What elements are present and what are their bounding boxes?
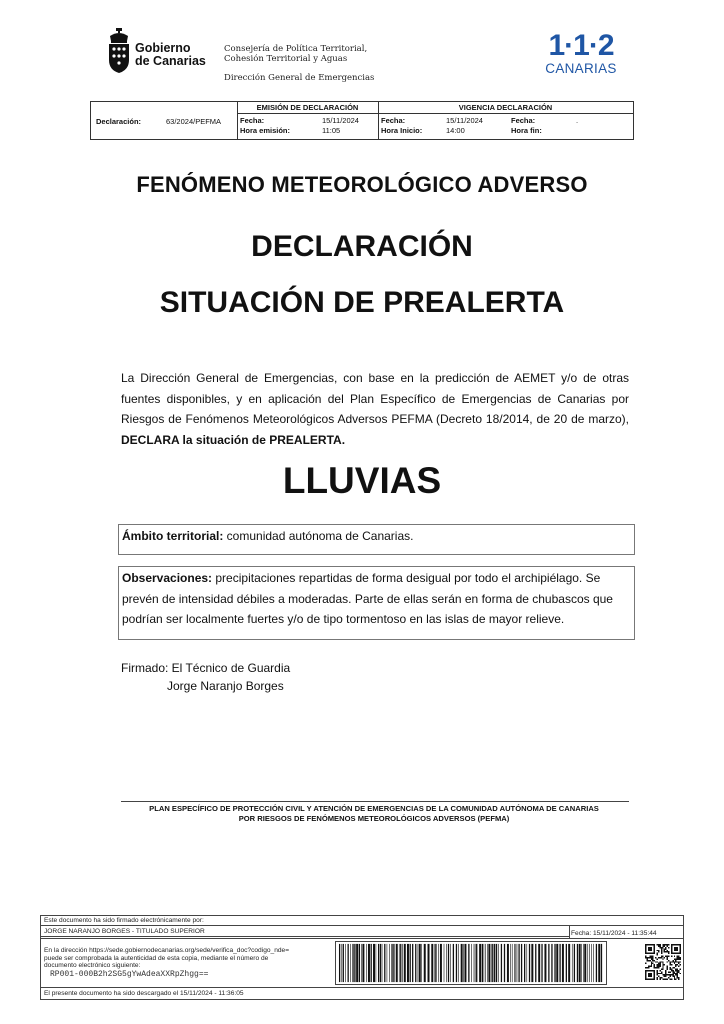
coat-of-arms-icon xyxy=(107,28,131,74)
emision-hora-value: 11:05 xyxy=(322,126,341,135)
fenomeno-title: FENÓMENO METEOROLÓGICO ADVERSO xyxy=(136,172,588,197)
phenomenon-title: LLUVIAS xyxy=(282,460,442,501)
firma-line: Firmado: El Técnico de Guardia xyxy=(121,661,291,675)
vigencia-fecha-label: Fecha: xyxy=(381,116,406,125)
plan-line2: POR RIESGOS DE FENÓMENOS METEOROLÓGICOS ADVERSOS (PEFMA) xyxy=(238,814,510,823)
direccion-general: Dirección General de Emergencias xyxy=(224,73,375,83)
intro-bold: DECLARA la situación de PREALERTA. xyxy=(121,432,346,447)
plan-line1: PLAN ESPECÍFICO DE PROTECCIÓN CIVIL Y ATENCIÓN DE EMERGENCIAS DE LA COMUNIDAD AUTÓNOMA DE CANARIAS xyxy=(149,804,599,813)
descargado: El presente documento ha sido descargado el 15/11/2024 - 11:36:05 xyxy=(44,990,244,997)
gobierno-line2: de Canarias xyxy=(135,54,206,68)
codigo-documento: RP001-000B2h2SG5gYwAdeaXXRpZhgg== xyxy=(50,970,209,979)
declaracion-title: DECLARACIÓN xyxy=(251,230,473,263)
firmado-por: Este documento ha sido firmado electrónicamente por: xyxy=(44,917,204,924)
consejeria-line2: Cohesión Territorial y Aguas xyxy=(224,54,348,64)
barcode-icon xyxy=(335,941,607,985)
intro-paragraph xyxy=(121,368,629,450)
intro-text: La Dirección General de Emergencias, con base en la predicción de AEMET y/o de otras fuentes disponibles, y en aplicación del Plan Específico de Emergencias de Canarias por Riesgos de Fenómenos Meteorológicos Adversos PEFMA (Decreto 18/2014, de 20 de marzo), xyxy=(121,371,629,426)
logo-112-number: 1·1·2 xyxy=(548,29,614,62)
emision-hora-label: Hora emisión: xyxy=(240,126,291,135)
verifica-text xyxy=(44,947,330,970)
declaration-info-table xyxy=(90,101,634,140)
vigencia-header: VIGENCIA DECLARACIÓN xyxy=(458,103,553,112)
emergencias-112-logo xyxy=(536,30,626,82)
ambito-box xyxy=(118,524,635,555)
plan-divider xyxy=(121,801,629,802)
electronic-signature-box xyxy=(40,915,684,1000)
observaciones-label: Observaciones: xyxy=(122,571,213,585)
gobierno-line1: Gobierno xyxy=(135,41,191,55)
situacion-title: SITUACIÓN DE PREALERTA xyxy=(159,286,565,319)
verifica-line3: documento electrónico siguiente: xyxy=(44,962,141,970)
vigencia-fecha-fin-label: Fecha: xyxy=(511,116,536,125)
logo-112-region: CANARIAS xyxy=(545,61,617,76)
emision-fecha-label: Fecha: xyxy=(240,116,265,125)
emision-header: EMISIÓN DE DECLARACIÓN xyxy=(256,103,359,112)
declaracion-label: Declaración: xyxy=(96,117,142,126)
vigencia-fecha-value: 15/11/2024 xyxy=(446,116,483,125)
verifica-line1: En la dirección https://sede.gobiernodecanarias.org/sede/verifica_doc?codigo_nde= xyxy=(44,947,290,954)
declaracion-value: 63/2024/PEFMA xyxy=(166,117,222,126)
ambito-label: Ámbito territorial: xyxy=(122,529,224,543)
firma-name: Jorge Naranjo Borges xyxy=(167,679,284,693)
observaciones-value: precipitaciones repartidas de forma desigual por todo el archipiélago. Se prevén de intensidad débiles a moderadas. Parte de ellas serán en forma de chubascos que podrían ser localmente fuertes y/o de tipo tormentoso en las islas de mayor relieve. xyxy=(122,571,613,626)
plan-footer xyxy=(100,804,648,824)
vigencia-hora-inicio-value: 14:00 xyxy=(446,126,465,135)
verifica-line2: puede ser comprobada la autenticidad de esta copia, mediante el número de xyxy=(44,954,269,962)
consejeria-name xyxy=(224,44,367,64)
vigencia-hora-inicio-label: Hora Inicio: xyxy=(381,126,423,135)
firmante: JORGE NARANJO BORGES - TITULADO SUPERIOR xyxy=(44,928,205,935)
vigencia-fecha-fin-value: . xyxy=(576,116,579,125)
qr-code-icon xyxy=(645,944,681,980)
vigencia-hora-fin-label: Hora fin: xyxy=(511,126,542,135)
gobierno-canarias-logo xyxy=(107,28,207,74)
observaciones-box xyxy=(118,566,635,640)
consejeria-line1: Consejería de Política Territorial, xyxy=(224,44,368,54)
emision-fecha-value: 15/11/2024 xyxy=(322,116,359,125)
fecha-firma: Fecha: 15/11/2024 - 11:35:44 xyxy=(571,930,657,937)
ambito-value: comunidad autónoma de Canarias. xyxy=(223,529,414,543)
